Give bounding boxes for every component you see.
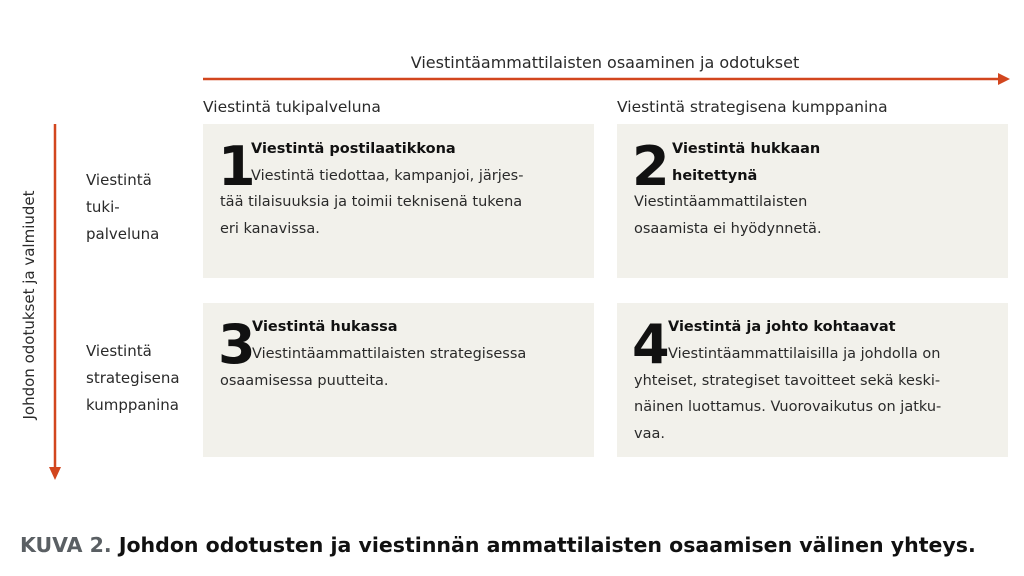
row-heading-support: Viestintä tuki- palveluna (86, 171, 160, 243)
caption-text: Johdon odotusten ja viestinnän ammattilaisten osaamisen välinen yhteys. (118, 533, 976, 557)
quadrant-3-text-line-1: Viestintäammattilaisten strategisessa (252, 346, 527, 362)
row-heading-strategic: Viestintä strategisena kumppanina (86, 342, 180, 414)
quadrant-2-number: 2 (632, 135, 670, 198)
quadrant-1-number: 1 (218, 135, 256, 198)
figure-caption (20, 533, 976, 557)
column-heading-support: Viestintä tukipalveluna (203, 98, 381, 116)
x-axis-label: Viestintäammattilaisten osaaminen ja odotukset (410, 53, 800, 72)
y-axis-arrow (47, 124, 63, 482)
quadrant-4-text-line-3: näinen luottamus. Vuorovaikutus on jatku- (634, 399, 942, 415)
quadrant-3-title: Viestintä hukassa (252, 319, 398, 335)
quadrant-1-text-line-2: tää tilaisuuksia ja toimii teknisenä tukena (220, 194, 523, 210)
quadrant-4-text-line-1: Viestintäammattilaisilla ja johdolla on (668, 346, 941, 362)
quadrant-1-title: Viestintä postilaatikkona (251, 141, 456, 157)
quadrant-1-text-line-3: eri kanavissa. (220, 221, 320, 237)
quadrant-4-text-line-2: yhteiset, strategiset tavoitteet sekä keski- (634, 373, 941, 389)
quadrant-4-title: Viestintä ja johto kohtaavat (668, 319, 896, 335)
x-axis-arrow (203, 72, 1011, 86)
quadrant-4-text-line-4: vaa. (634, 426, 665, 442)
caption-prefix: KUVA 2. (20, 533, 112, 557)
quadrant-2-title-line-2: heitettynä (672, 168, 758, 184)
column-heading-strategic: Viestintä strategisena kumppanina (617, 98, 888, 116)
quadrant-3-text-line-2: osaamisessa puutteita. (220, 373, 389, 389)
quadrant-2-text-line-1: Viestintäammattilaisten (634, 194, 808, 210)
quadrant-3-number: 3 (218, 313, 256, 376)
quadrant-4-number: 4 (632, 313, 670, 376)
y-axis-label: Johdon odotukset ja valmiudet (20, 190, 38, 420)
quadrant-2-text-line-2: osaamista ei hyödynnetä. (634, 221, 822, 237)
quadrant-1-text-line-1: Viestintä tiedottaa, kampanjoi, järjes- (251, 168, 524, 184)
quadrant-2-title-line-1: Viestintä hukkaan (672, 141, 821, 157)
